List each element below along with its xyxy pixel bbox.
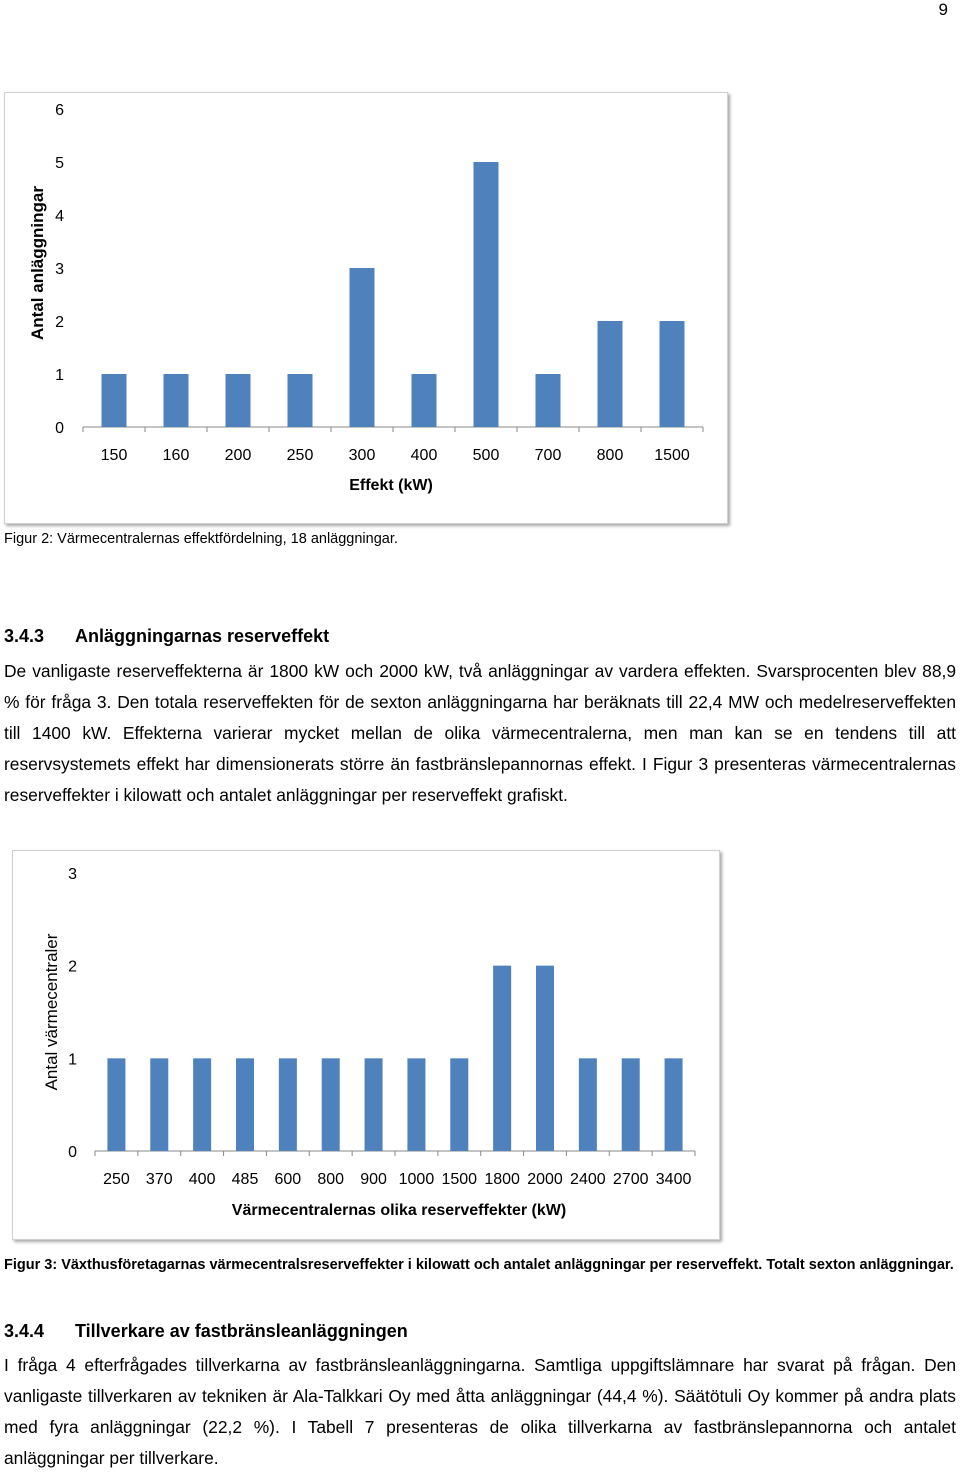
- bar-250: [288, 374, 313, 427]
- x-tick-label: 250: [103, 1171, 130, 1188]
- x-tick-label: 2000: [527, 1171, 563, 1188]
- bar-600: [279, 1058, 297, 1151]
- bar-485: [236, 1058, 254, 1151]
- x-tick-label: 370: [145, 1171, 173, 1188]
- bar-900: [365, 1058, 383, 1151]
- bar-2400: [579, 1058, 597, 1151]
- chart-reserve-effects: [12, 850, 720, 1240]
- bar-300: [350, 268, 375, 427]
- y-tick-label: 4: [55, 208, 64, 225]
- y-tick-label: 2: [55, 314, 64, 331]
- figure-2-caption: Figur 2: Värmecentralernas effektfördelning, 18 anläggningar.: [4, 531, 398, 547]
- page-number: 9: [938, 0, 948, 19]
- x-tick-label: 485: [231, 1171, 259, 1188]
- y-tick-label: 1: [68, 1051, 77, 1069]
- section-paragraph: De vanligaste reserveffekterna är 1800 kW och 2000 kW, två anläggningar av vardera effekten. Svarsprocenten blev 88,9 % för fråga 3. Den totala reserveffekten för de sexton anläggningarna har beräknats till 22,4 MW och medelreserveffekten till 1400 kW. Effekterna varierar mycket mellan de olika värmecentralerna, men man kan se en tendens till att reservsystemets effekt har dimensionerats större än fastbränslepannornas effekt. I Figur 3 presenteras värmecentralernas reserveffekter i kilowatt och antalet anläggningar per reserveffekt grafiskt.: [4, 661, 956, 805]
- x-tick-label: 400: [188, 1171, 216, 1188]
- bar-800: [598, 321, 623, 427]
- chart-effect-distribution: [4, 92, 728, 524]
- chart-reserve-effects-svg: [13, 851, 719, 1239]
- bar-250: [107, 1058, 125, 1151]
- bar-150: [102, 374, 127, 427]
- section-title: Tillverkare av fastbränsleanläggningen: [75, 1321, 408, 1341]
- y-axis-title: Antal anläggningar: [28, 186, 47, 340]
- x-tick-label: 600: [274, 1171, 302, 1188]
- section-number: 3.4.4: [4, 1321, 45, 1341]
- x-tick-label: 800: [596, 447, 624, 464]
- x-tick-label: 3400: [655, 1171, 692, 1188]
- bar-700: [536, 374, 561, 427]
- y-tick-label: 0: [68, 1144, 77, 1161]
- x-axis-title: Effekt (kW): [349, 477, 433, 494]
- x-tick-label: 150: [100, 447, 128, 464]
- x-tick-label: 160: [162, 447, 190, 464]
- bar-1800: [493, 966, 511, 1151]
- x-tick-label: 300: [348, 447, 376, 464]
- x-tick-label: 500: [472, 447, 500, 464]
- bar-3400: [665, 1058, 683, 1151]
- x-tick-label: 800: [317, 1171, 345, 1188]
- x-tick-label: 2400: [570, 1171, 606, 1188]
- figure-3-caption: Figur 3: Växthusföretagarnas värmecentralsreserveffekter i kilowatt och antalet anläggningar per reserveffekt. Totalt sexton anläggningar.: [4, 1257, 954, 1273]
- section-number: 3.4.3: [4, 626, 45, 646]
- section-paragraph: I fråga 4 efterfrågades tillverkarna av fastbränsleanläggningarna. Samtliga uppgiftslämnare har svarat på frågan. Den vanligaste tillverkaren av tekniken är Ala-Talkkari Oy med åtta anläggningar (44,4 %). Säätötuli Oy kommer på andra plats med fyra anläggningar (22,2 %). I Tabell 7 presenteras de olika tillverkarna av fastbränslepannorna och antalet anläggningar per tillverkare.: [4, 1355, 956, 1468]
- x-axis-title: Värmecentralernas olika reserveffekter (kW): [231, 1202, 567, 1219]
- y-tick-label: 3: [68, 866, 77, 883]
- x-tick-label: 700: [534, 447, 562, 464]
- x-tick-label: 1500: [441, 1171, 478, 1188]
- y-tick-label: 2: [68, 958, 77, 976]
- y-tick-label: 5: [55, 155, 64, 172]
- x-tick-label: 200: [224, 447, 252, 464]
- x-tick-label: 900: [360, 1171, 387, 1188]
- y-axis-title: Antal värmecentraler: [42, 933, 61, 1091]
- x-tick-label: 1800: [484, 1171, 520, 1188]
- section-title: Anläggningarnas reserveffekt: [75, 626, 330, 646]
- y-tick-label: 6: [55, 102, 64, 119]
- y-tick-label: 0: [55, 420, 64, 437]
- y-tick-label: 3: [55, 261, 64, 278]
- section-heading-manufacturers: [4, 1321, 408, 1342]
- x-tick-label: 1500: [654, 447, 690, 464]
- x-tick-label: 250: [286, 447, 314, 464]
- x-tick-label: 2700: [612, 1171, 649, 1188]
- section-heading-reserve-effect: [4, 626, 329, 647]
- bar-2700: [622, 1058, 640, 1151]
- bar-400: [412, 374, 437, 427]
- x-tick-label: 400: [410, 447, 438, 464]
- x-tick-label: 1000: [398, 1171, 435, 1188]
- bar-1500: [450, 1058, 468, 1151]
- bar-1500: [660, 321, 685, 427]
- y-tick-label: 1: [55, 367, 64, 384]
- bar-500: [474, 162, 499, 427]
- chart-effect-distribution-svg: [5, 93, 727, 523]
- bar-1000: [407, 1058, 425, 1151]
- bar-200: [226, 374, 251, 427]
- bar-370: [150, 1058, 168, 1151]
- bar-800: [322, 1058, 340, 1151]
- bar-2000: [536, 966, 554, 1151]
- bar-400: [193, 1058, 211, 1151]
- bar-160: [164, 374, 189, 427]
